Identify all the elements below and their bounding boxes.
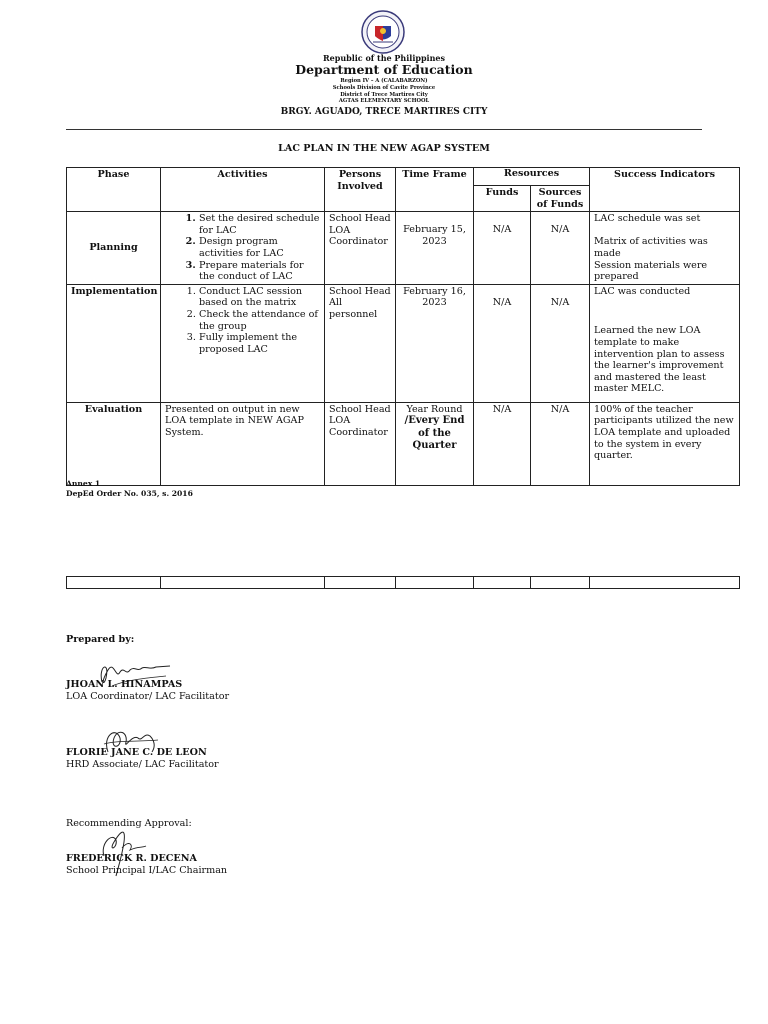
list-item: 2. Check the attendance of the group [199, 309, 320, 332]
indicator-text: Learned the new LOA template to make intervention plan to assess the learner's improvement and mastered the least master MELC. [594, 325, 725, 395]
prepared-by-label: Prepared by: [66, 634, 135, 645]
activities-cell [161, 284, 325, 402]
annex-label: Annex 1 [66, 479, 101, 488]
header-activities: Activities [161, 168, 325, 212]
list-item: 1. Set the desired schedule for LAC [199, 213, 320, 236]
header-funds: Funds [474, 186, 531, 212]
timeframe-cell: February 16, 2023 [396, 284, 474, 402]
indicators-cell: 100% of the teacher participants utilized the new LOA template and uploaded to the system in every quarter. [590, 402, 740, 485]
indicator-text: LAC schedule was set [594, 213, 701, 225]
address-text: BRGY. AGUADO, TRECE MARTIRES CITY [280, 107, 488, 117]
persons-cell [325, 284, 396, 402]
department-title: Department of Education [295, 62, 473, 77]
activities-cell: Presented on output in new LOA template in NEW AGAP System. [161, 402, 325, 485]
table-row [67, 284, 740, 402]
funds-cell: N/A [474, 284, 531, 402]
empty-table [66, 576, 740, 589]
header-resources: Resources [474, 168, 590, 186]
header-indicators: Success Indicators [590, 168, 740, 212]
district-text: District of Trece Martires City [340, 92, 428, 98]
list-item: 3. Prepare materials for the conduct of LAC [199, 260, 320, 283]
header-phase: Phase [67, 168, 161, 212]
lac-plan-table [66, 167, 740, 486]
header-sources: Sources of Funds [531, 186, 590, 212]
table-row [67, 577, 740, 589]
header-divider [66, 129, 702, 130]
activities-cell [161, 212, 325, 285]
sources-cell: N/A [531, 402, 590, 485]
timeframe-cell: February 15, 2023 [396, 212, 474, 285]
list-item: 3. Fully implement the proposed LAC [199, 332, 320, 355]
timeframe-text: Year Round [406, 403, 463, 415]
funds-cell: N/A [474, 402, 531, 485]
indicator-text: LAC was conducted [594, 285, 691, 297]
school-text: AGTAS ELEMENTARY SCHOOL [338, 98, 430, 104]
table-row [67, 402, 740, 485]
phase-cell: Implementation [67, 284, 161, 402]
indicator-text: Session materials were prepared [594, 259, 708, 283]
signatory-3-role: School Principal I/LAC Chairman [66, 865, 228, 876]
signatory-2-name: FLORIE JANE C. DE LEON [66, 747, 207, 758]
signatory-2-role: HRD Associate/ LAC Facilitator [66, 759, 219, 770]
sources-cell: N/A [531, 284, 590, 402]
sources-cell: N/A [531, 212, 590, 285]
phase-cell: Planning [67, 212, 161, 285]
timeframe-cell [396, 402, 474, 485]
table-row [67, 212, 740, 285]
timeframe-bold-text: /Every End of the Quarter [404, 415, 465, 452]
recommending-label: Recommending Approval: [66, 818, 192, 829]
republic-text: Republic of the Philippines [322, 53, 445, 63]
person-text: LOA Coordinator [329, 224, 388, 248]
signatory-1-role: LOA Coordinator/ LAC Facilitator [66, 691, 230, 702]
phase-cell: Evaluation [67, 402, 161, 485]
person-text: School Head [329, 213, 391, 225]
signatory-1-name: JHOAN L. HINAMPAS [66, 679, 183, 690]
indicators-cell [590, 284, 740, 402]
list-item: 2. Design program activities for LAC [199, 236, 320, 259]
header-timeframe: Time Frame [396, 168, 474, 212]
signatory-3-name: FREDERICK R. DECENA [66, 853, 197, 864]
funds-cell: N/A [474, 212, 531, 285]
indicators-cell [590, 212, 740, 285]
indicator-text: Matrix of activities was made [594, 236, 708, 259]
persons-cell [325, 402, 396, 485]
region-text: Region IV – A (CALABARZON) [340, 78, 428, 84]
header-persons: Persons Involved [325, 168, 396, 212]
deped-seal-icon [361, 10, 405, 54]
person-text: School Head [329, 403, 391, 415]
list-item: 1. Conduct LAC session based on the matrix [199, 286, 320, 309]
persons-cell [325, 212, 396, 285]
person-text: LOA Coordinator [329, 415, 388, 438]
division-text: Schools Division of Cavite Province [332, 85, 436, 91]
document-title: LAC PLAN IN THE NEW AGAP SYSTEM [278, 143, 490, 154]
deped-order-label: DepEd Order No. 035, s. 2016 [66, 489, 193, 498]
person-text: School Head [329, 285, 391, 297]
person-text: All personnel [329, 297, 378, 320]
